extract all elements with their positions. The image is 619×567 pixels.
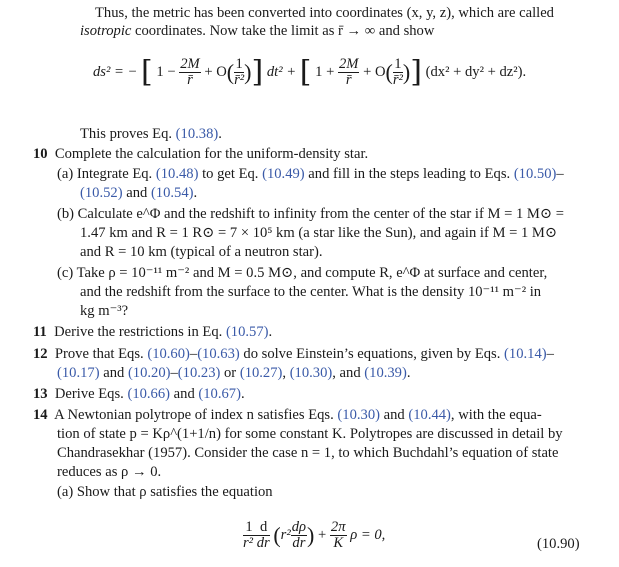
problem-10a-line-2: (10.52) and (10.54).	[80, 185, 198, 201]
problem-10b-line-3: and R = 10 km (typical of a neutron star).	[80, 244, 323, 260]
metric-equation: ds² = − [ 1 − $\frac{2M}{r̄}$ + O( $\frac{1}{\text{r̄²}}$ )] dt² + [ 1 + $\frac{2M}{r̄}$ + O( $\frac{1}{\text{r̄²}}$ )] (dx² + dy² + dz²).	[93, 54, 527, 90]
problem-10c-line-2: and the redshift from the surface to the center. What is the density 10⁻¹¹ m⁻² in	[80, 284, 542, 300]
eq-ref-link[interactable]: (10.38)	[175, 126, 219, 142]
problem-14-line-4: reduces as ρ → 0.	[57, 464, 162, 480]
proves-line: This proves Eq. (10.38).	[80, 126, 222, 142]
eq-ref-link[interactable]: (10.20)	[127, 365, 171, 381]
eq-ref-link[interactable]: (10.63)	[197, 346, 240, 362]
problem-14a: (a) Show that ρ satisfies the equation	[57, 484, 273, 500]
eq-ref-link[interactable]: (10.44)	[408, 407, 451, 423]
problem-14-line-3: Chandrasekhar (1957). Consider the case n = 1, to which Buchdahl’s equation of state	[57, 445, 559, 461]
problem-10c-line-3: kg m⁻³?	[80, 303, 129, 319]
eq-ref-link[interactable]: (10.52)	[80, 185, 123, 201]
problem-10: 10 Complete the calculation for the uniform-density star.	[33, 146, 369, 162]
intro-line-2: isotropic coordinates. Now take the limit as r̄ → ∞ and show	[80, 23, 435, 39]
eq-ref-link[interactable]: (10.48)	[155, 166, 199, 182]
eq-ref-link[interactable]: (10.50)	[513, 166, 557, 182]
eq-ref-link[interactable]: (10.27)	[239, 365, 283, 381]
eq-ref-link[interactable]: (10.17)	[57, 365, 100, 381]
problem-14-line-1: 14 A Newtonian polytrope of index n satisfies Eqs. (10.30) and (10.44), with the equa-	[33, 407, 542, 423]
problem-10b-line-2: 1.47 km and R = 1 R⊙ = 7 × 10⁵ km (a star like the Sun), and again if M = 1 M⊙	[80, 225, 558, 241]
problem-13: 13 Derive Eqs. (10.66) and (10.67).	[33, 386, 245, 402]
eq-ref-link[interactable]: (10.30)	[337, 407, 380, 423]
problem-12-line-2: (10.17) and (10.20)–(10.23) or (10.27), (10.30), and (10.39).	[57, 365, 411, 381]
problem-10b-line-1: (b) Calculate e^Φ and the redshift to infinity from the center of the star if M = 1 M⊙ =	[57, 206, 564, 222]
eq-ref-link[interactable]: (10.60)	[147, 346, 190, 362]
eq-ref-link[interactable]: (10.49)	[262, 166, 305, 182]
problem-14-line-2: tion of state p = Kρ^(1+1/n) for some constant K. Polytropes are discussed in detail by	[57, 426, 563, 442]
problem-10c-line-1: (c) Take ρ = 10⁻¹¹ m⁻² and M = 0.5 M⊙, and compute R, e^Φ at surface and center,	[57, 265, 548, 281]
intro-line-1: Thus, the metric has been converted into coordinates (x, y, z), which are called	[95, 5, 554, 21]
equation-label: (10.90)	[537, 536, 580, 552]
eq-ref-link[interactable]: (10.67)	[198, 386, 241, 402]
problem-12-line-1: 12 Prove that Eqs. (10.60)–(10.63) do solve Einstein’s equations, given by Eqs. (10.14)–	[33, 346, 554, 362]
eq-ref-link[interactable]: (10.39)	[364, 365, 407, 381]
eq-ref-link[interactable]: (10.66)	[127, 386, 171, 402]
eq-ref-link[interactable]: (10.54)	[150, 185, 194, 201]
eq-ref-link[interactable]: (10.30)	[289, 365, 333, 381]
eq-ref-link[interactable]: (10.57)	[225, 324, 269, 340]
eq-ref-link[interactable]: (10.14)	[504, 346, 547, 362]
eq-ref-link[interactable]: (10.23)	[177, 365, 221, 381]
problem-11: 11 Derive the restrictions in Eq. (10.57).	[33, 324, 273, 340]
polytrope-equation: $\frac{1 d}{\text{r² dr}}$ (r² $\frac{d\rho}{dr}$ ) + $\frac{2\pi}{K}$ ρ = 0,	[243, 519, 386, 551]
problem-10a-line-1: (a) Integrate Eq. (10.48) to get Eq. (10.49) and fill in the steps leading to Eqs. (10.50)–	[57, 166, 564, 182]
